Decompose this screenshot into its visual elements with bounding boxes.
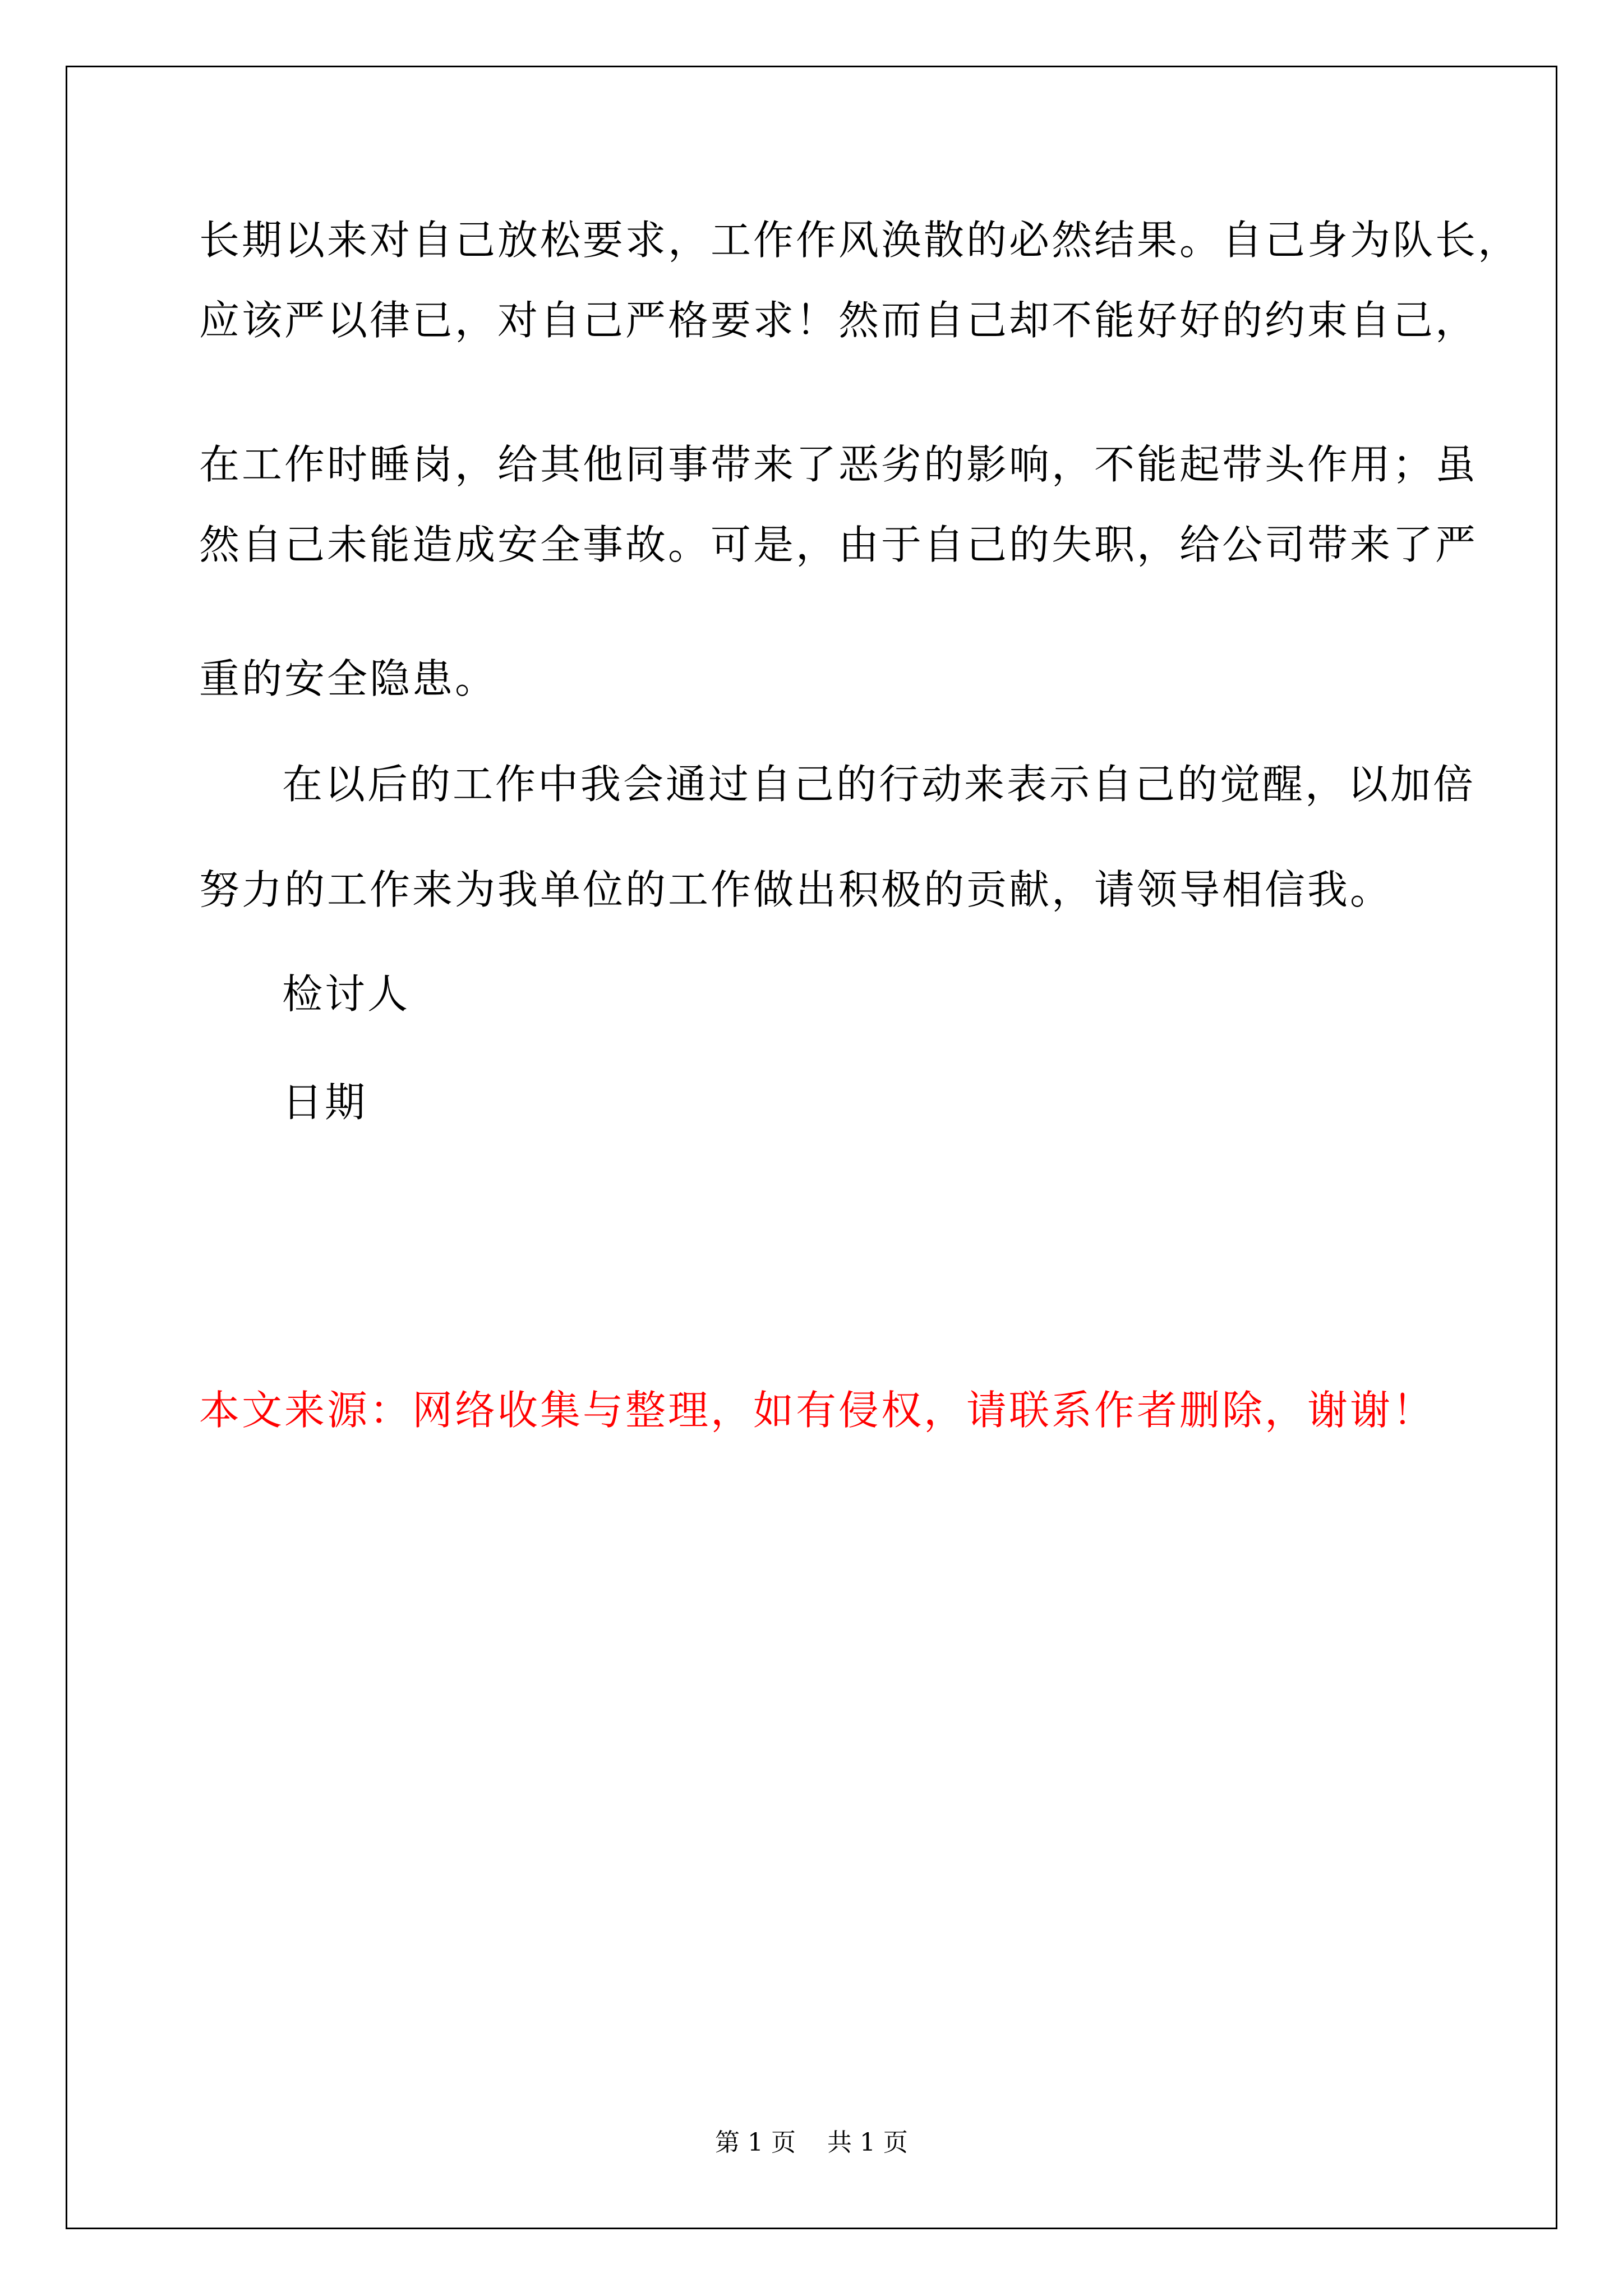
page-number-footer: 第 1 页 共 1 页 <box>715 2128 908 2157</box>
date-label: 日期 <box>282 1079 368 1126</box>
source-note: 本文来源：网络收集与整理，如有侵权，请联系作者删除，谢谢！ <box>199 1387 1436 1434</box>
paragraph-2-line-1: 在以后的工作中我会通过自己的行动来表示自己的觉醒，以加倍 <box>282 761 1476 808</box>
paragraph-1-line-3: 在工作时睡岗，给其他同事带来了恶劣的影响，不能起带头作用；虽 <box>199 441 1478 488</box>
paragraph-1-line-2: 应该严以律已，对自己严格要求！然而自己却不能好好的约束自己， <box>199 297 1478 344</box>
page-border <box>66 66 1557 2229</box>
signature-label: 检讨人 <box>282 970 411 1018</box>
paragraph-1-line-1: 长期以来对自己放松要求，工作作风涣散的必然结果。自己身为队长， <box>199 217 1521 264</box>
paragraph-1-line-5: 重的安全隐患。 <box>199 655 498 702</box>
paragraph-1-line-4: 然自己未能造成安全事故。可是，由于自己的失职，给公司带来了严 <box>199 521 1478 568</box>
paragraph-2-line-2: 努力的工作来为我单位的工作做出积极的贡献，请领导相信我。 <box>199 866 1393 913</box>
